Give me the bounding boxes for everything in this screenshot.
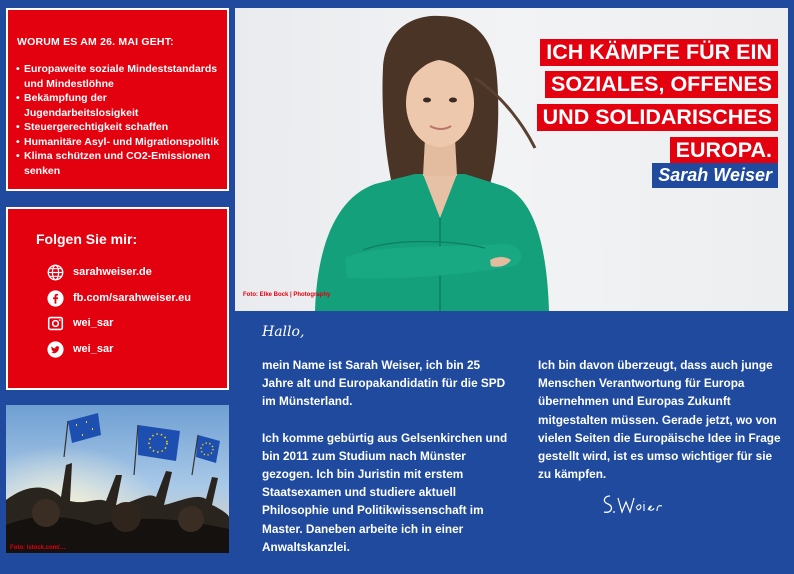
- issue-item: • Bekämpfung der Jugendarbeitslosigkeit: [16, 91, 221, 120]
- globe-icon: [46, 263, 64, 281]
- photo-credit: Foto: istock.com/…: [10, 545, 66, 551]
- issue-item: • Klima schützen und CO2-Emissionen senken: [16, 149, 221, 178]
- twitter-label: wei_sar: [73, 343, 114, 355]
- letter-column-2: [538, 356, 783, 483]
- issue-item: • Steuergerechtigkeit schaffen: [16, 120, 221, 135]
- letter-column-1: [262, 356, 514, 574]
- handwritten-signature: [600, 490, 664, 518]
- letter-paragraph: mein Name ist Sarah Weiser, ich bin 25 Jahre alt und Europakandidatin für die SPD im Münsterland.: [262, 358, 506, 409]
- follow-title: Folgen Sie mir:: [36, 231, 138, 247]
- twitter-link[interactable]: [46, 339, 113, 359]
- headline-line-1: ICH KÄMPFE FÜR EIN: [540, 39, 778, 66]
- hero-photo-credit: Foto: Elke Bock | Photography: [243, 292, 331, 298]
- facebook-icon: [46, 289, 64, 307]
- issues-title: WORUM ES AM 26. MAI GEHT:: [17, 36, 174, 48]
- issues-list: [16, 62, 221, 178]
- headline-line-3: UND SOLIDARISCHES: [537, 104, 778, 131]
- follow-panel: [6, 207, 229, 390]
- facebook-link[interactable]: [46, 288, 191, 308]
- headline-line-4: EUROPA.: [670, 137, 778, 164]
- twitter-icon: [46, 340, 64, 358]
- issue-item: • Europaweite soziale Mindeststandards und Mindestlöhne: [16, 62, 221, 91]
- issues-panel: [6, 8, 229, 191]
- candidate-name: Sarah Weiser: [652, 163, 778, 188]
- website-link[interactable]: [46, 262, 152, 282]
- letter-paragraph: Ich komme gebürtig aus Gelsenkirchen und bin 2011 zum Studium nach Münster gezogen. Ich bin Juristin mit erstem Staatsexamen und studiere aktuell Philosophie und Politikwissenschaft im Master. Daneben arbeite ich in einer Anwaltskanzlei.: [262, 430, 508, 554]
- greeting: Hallo,: [262, 324, 305, 340]
- instagram-label: wei_sar: [73, 317, 114, 329]
- eu-flags-photo: [6, 405, 229, 553]
- letter-paragraph: Ich bin davon überzeugt, dass auch junge Menschen Verantwortung für Europa übernehmen und Europas Zukunft mitgestalten müssen. Gerade jetzt, wo von vielen Seiten die Europäische Idee in Frage gestellt wird, ist es umso wichtiger für sie zu kämpfen.: [538, 358, 781, 482]
- issue-item: • Humanitäre Asyl- und Migrationspolitik: [16, 135, 221, 150]
- headline-line-2: SOZIALES, OFFENES: [545, 71, 778, 98]
- facebook-label: fb.com/sarahweiser.eu: [73, 292, 191, 304]
- instagram-link[interactable]: [46, 313, 113, 333]
- website-label: sarahweiser.de: [73, 266, 152, 278]
- instagram-icon: [46, 314, 64, 332]
